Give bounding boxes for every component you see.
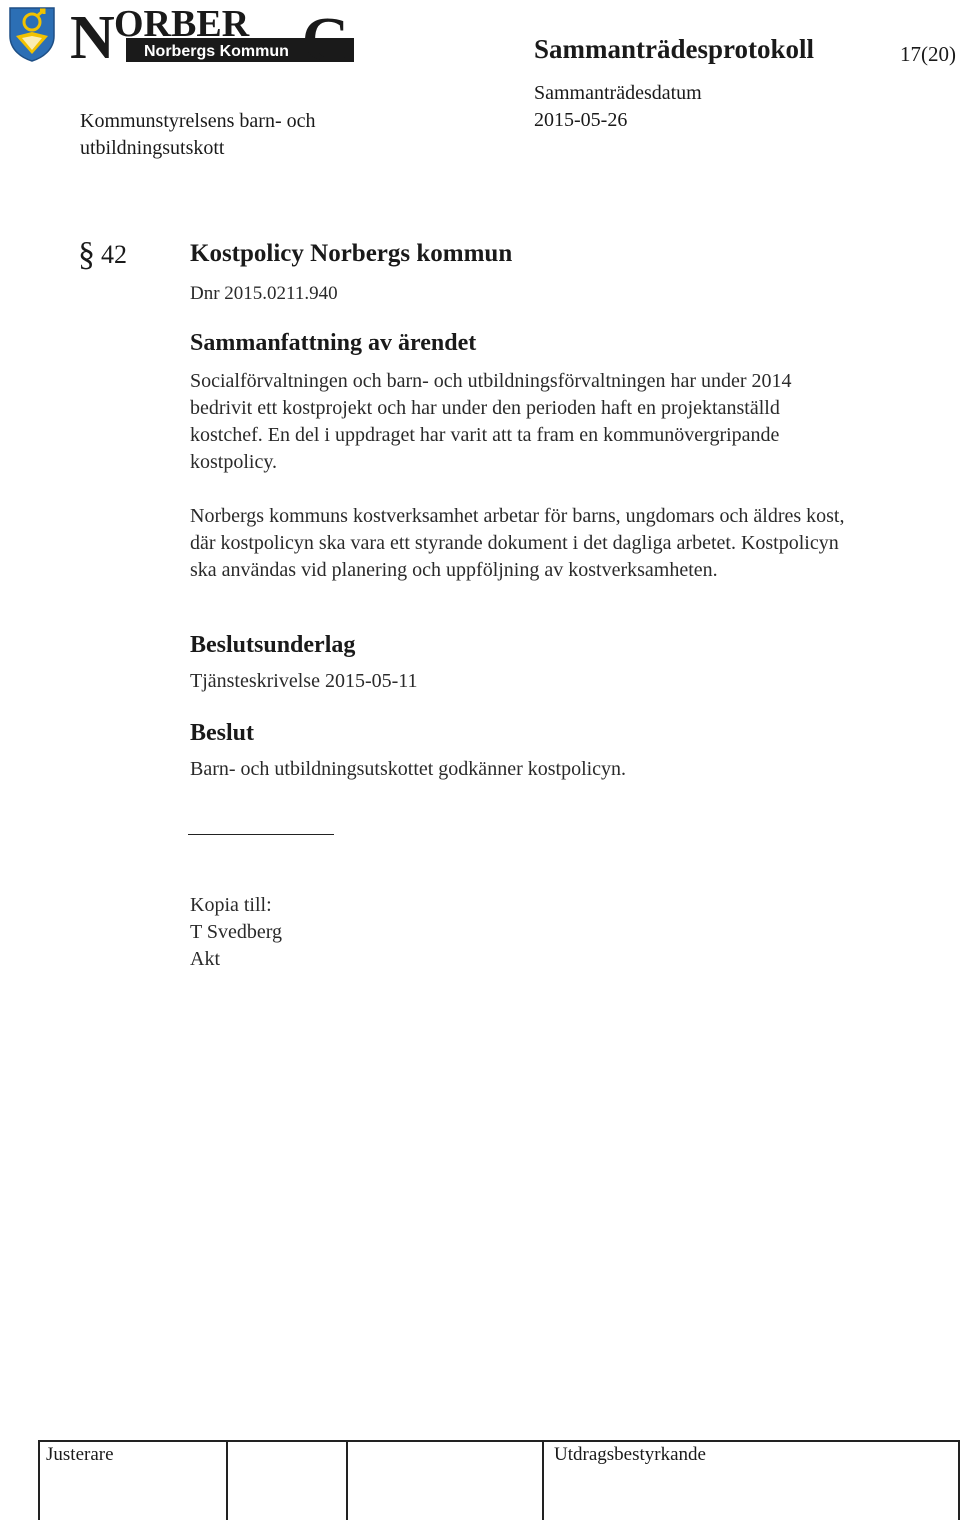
- case-number: Dnr 2015.0211.940: [190, 283, 338, 304]
- meeting-date-value: 2015-05-26: [534, 109, 628, 131]
- separator-line: [188, 834, 334, 835]
- svg-text:G: G: [302, 6, 351, 70]
- document-type-title: Sammanträdesprotokoll: [534, 34, 815, 64]
- decision-heading: Beslut: [190, 720, 255, 746]
- svg-text:ORBER: ORBER: [114, 3, 250, 45]
- meeting-date-block: [534, 80, 702, 134]
- copy-recipient: T Svedberg: [190, 921, 283, 943]
- basis-text: Tjänsteskrivelse 2015-05-11: [190, 670, 418, 692]
- page-number: 17(20): [900, 42, 956, 66]
- footer-label-justerare: Justerare: [46, 1444, 114, 1465]
- copy-label: Kopia till:: [190, 894, 272, 916]
- section-symbol: §: [78, 236, 95, 273]
- summary-body: [190, 368, 850, 584]
- footer-label-utdragsbestyrkande: Utdragsbestyrkande: [554, 1444, 706, 1465]
- copy-recipient: Akt: [190, 948, 220, 970]
- signature-box-justerare-2: [226, 1440, 348, 1520]
- logo-subtext: Norbergs Kommun: [144, 43, 289, 60]
- section-title: Kostpolicy Norbergs kommun: [190, 240, 513, 267]
- committee-line-2: utbildningsutskott: [80, 137, 225, 159]
- summary-heading: Sammanfattning av ärendet: [190, 330, 477, 356]
- basis-heading: Beslutsunderlag: [190, 632, 356, 658]
- norberg-logo: [70, 2, 360, 70]
- summary-paragraph-2: Norbergs kommuns kostverksamhet arbetar för barns, ungdomars och äldres kost, där kostpolicyn ska vara ett styrande dokument i det dagliga arbetet. Kostpolicyn ska användas vid planering och uppföljning av kostverksamheten.: [190, 505, 845, 581]
- logo-wordmark: N: [70, 4, 115, 70]
- committee-name: [80, 108, 316, 162]
- meeting-date-label: Sammanträdesdatum: [534, 82, 702, 104]
- copy-block: [190, 892, 282, 973]
- committee-line-1: Kommunstyrelsens barn- och: [80, 110, 316, 132]
- municipal-coat-of-arms: [8, 6, 56, 62]
- decision-text: Barn- och utbildningsutskottet godkänner kostpolicyn.: [190, 758, 627, 780]
- signature-box-justerare-3: [346, 1440, 544, 1520]
- section-number: 42: [101, 240, 127, 269]
- summary-paragraph-1: Socialförvaltningen och barn- och utbildningsförvaltningen har under 2014 bedrivit ett kostprojekt och har under den perioden haft en projektanställd kostchef. En del i uppdraget har varit att ta fram en kommunövergripande kostpolicy.: [190, 370, 792, 473]
